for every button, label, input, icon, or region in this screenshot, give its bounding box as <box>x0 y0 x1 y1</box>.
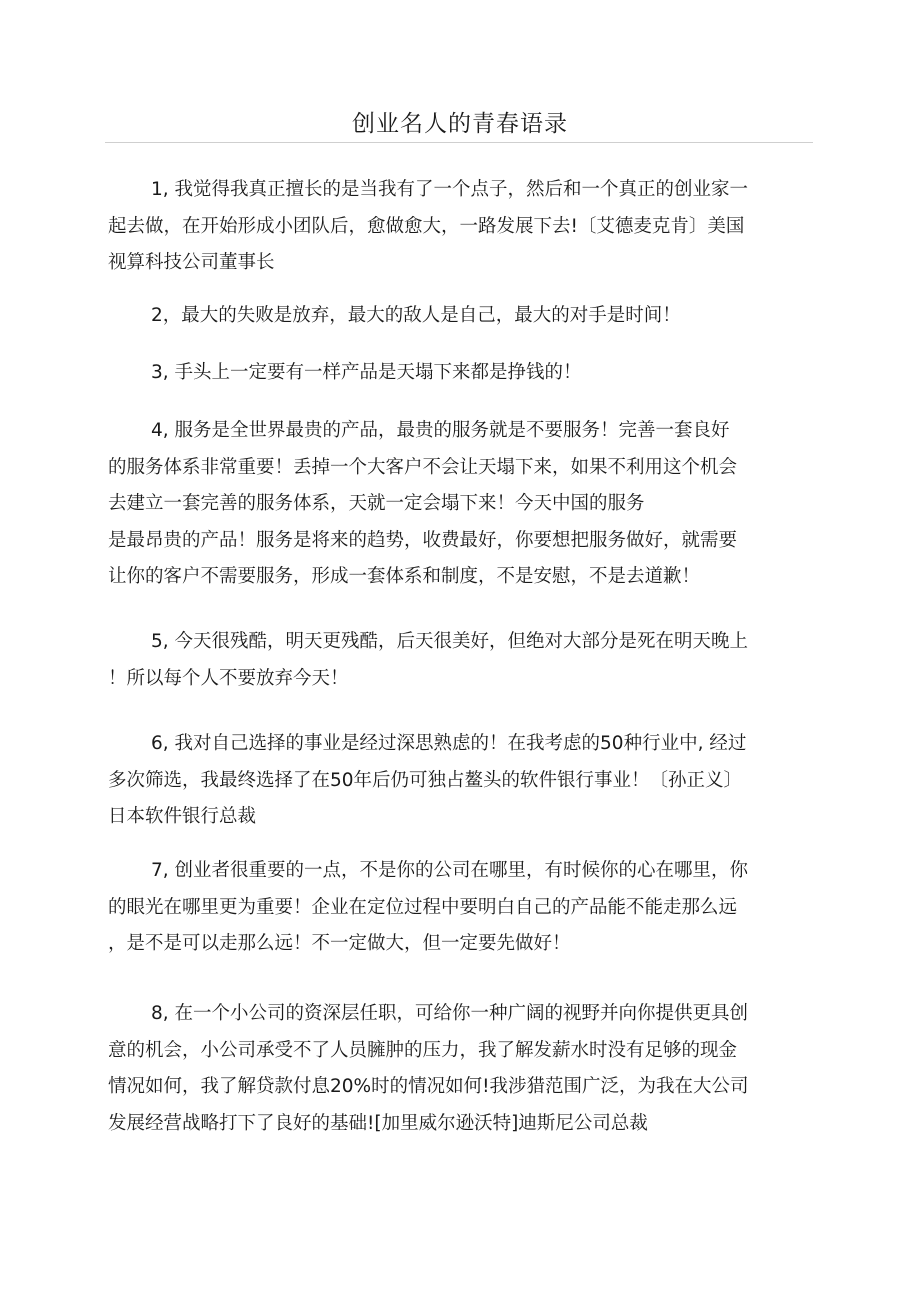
paragraph-6 <box>108 726 813 836</box>
paragraph-line: 3, 手头上一定要有一样产品是天塌下来都是挣钱的！ <box>151 362 582 383</box>
paragraph-line: ，是不是可以走那么远！不一定做大，但一定要先做好！ <box>108 933 571 954</box>
paragraph-line: 意的机会，小公司承受不了人员臃肿的压力，我了解发薪水时没有足够的现金 <box>108 1039 738 1061</box>
paragraph-line: 发展经营战略打下了良好的基础![加里威尔逊沃特]迪斯尼公司总裁 <box>108 1112 648 1134</box>
document-title: 创业名人的青春语录 <box>352 111 568 137</box>
paragraph-line: 视算科技公司董事长 <box>108 252 275 273</box>
paragraph-4 <box>108 413 813 596</box>
paragraph-7 <box>108 853 813 963</box>
paragraph-line: ！所以每个人不要放弃今天！ <box>108 667 349 689</box>
paragraph-8 <box>108 996 813 1142</box>
paragraph-2 <box>108 298 813 335</box>
paragraph-1 <box>108 172 813 282</box>
paragraph-line: 的服务体系非常重要！丢掉一个大客户不会让天塌下来，如果不利用这个机会 <box>108 456 738 478</box>
paragraph-line: 的眼光在哪里更为重要！企业在定位过程中要明白自己的产品能不能走那么远 <box>108 896 738 918</box>
paragraph-line: 4, 服务是全世界最贵的产品，最贵的服务就是不要服务！完善一套良好 <box>151 420 730 441</box>
paragraph-line: 6, 我对自己选择的事业是经过深思熟虑的！在我考虑的50种行业中, 经过 <box>151 733 747 754</box>
paragraph-line: 让你的客户不需要服务，形成一套体系和制度，不是安慰，不是去道歉！ <box>108 566 701 587</box>
paragraph-3 <box>108 355 813 392</box>
paragraph-line: 日本软件银行总裁 <box>108 806 257 827</box>
paragraph-line: 2，最大的失败是放弃，最大的敌人是自己，最大的对手是时间！ <box>151 305 681 326</box>
paragraph-line: 1, 我觉得我真正擅长的是当我有了一个点子，然后和一个真正的创业家一 <box>151 179 749 200</box>
paragraph-line: 情况如何，我了解贷款付息20%时的情况如何!我涉猎范围广泛，为我在大公司 <box>108 1076 749 1097</box>
paragraph-line: 是最昂贵的产品！服务是将来的趋势，收费最好，你要想把服务做好，就需要 <box>108 529 738 551</box>
paragraph-line: 起去做，在开始形成小团队后，愈做愈大，一路发展下去!〔艾德麦克肯〕美国 <box>108 215 745 237</box>
title-divider <box>105 142 813 143</box>
paragraph-line: 7, 创业者很重要的一点，不是你的公司在哪里，有时候你的心在哪里，你 <box>151 860 749 881</box>
paragraph-line: 5, 今天很残酷，明天更残酷，后天很美好，但绝对大部分是死在明天晚上 <box>151 631 749 652</box>
paragraph-line: 8, 在一个小公司的资深层任职，可给你一种广阔的视野并向你提供更具创 <box>151 1003 749 1024</box>
paragraph-line: 去建立一套完善的服务体系，天就一定会塌下来！今天中国的服务 <box>108 493 645 514</box>
paragraph-5 <box>108 624 813 697</box>
paragraph-line: 多次筛选，我最终选择了在50年后仍可独占鳌头的软件银行事业！〔孙正义〕 <box>108 769 743 791</box>
